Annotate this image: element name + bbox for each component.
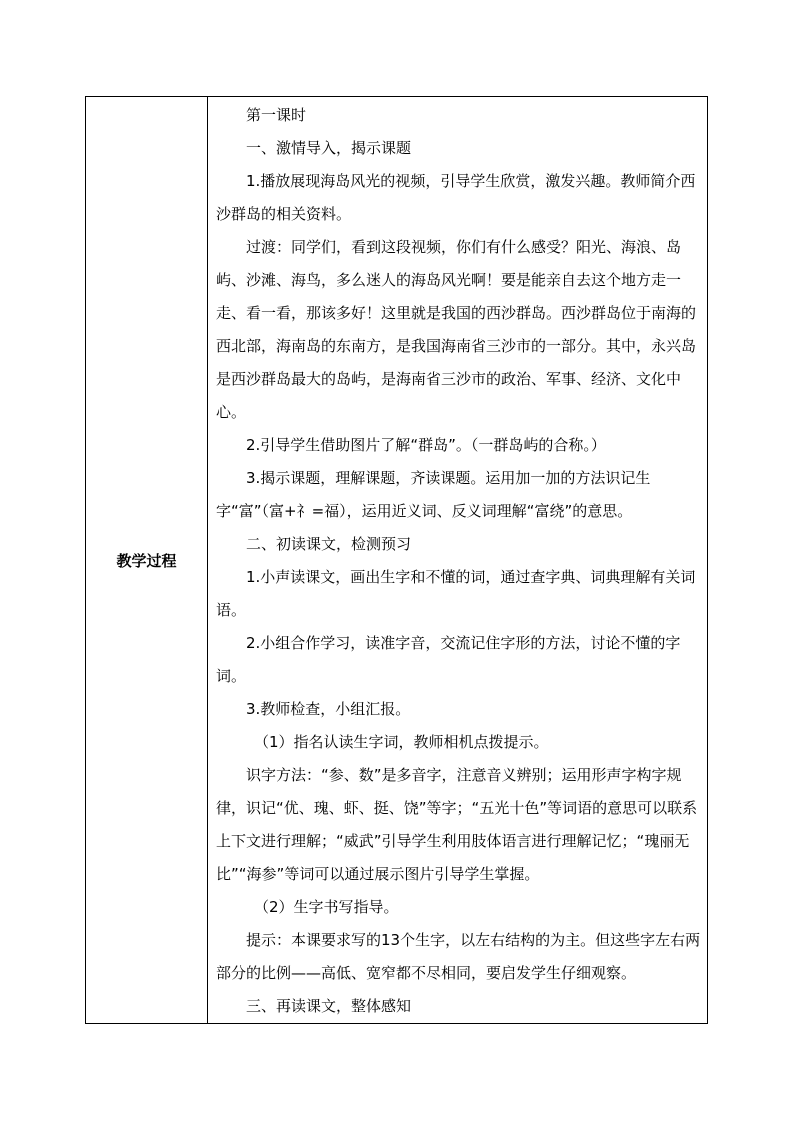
paragraph-step-2: 2.引导学生借助图片了解“群岛”。（一群岛屿的合称。） <box>246 436 606 454</box>
paragraph-step-3: 3.揭示课题，理解课题，齐读课题。运用加一加的方法识记生字“富”（富+礻=福），运用近义词、反义词理解“富绕”的意思。 <box>216 469 651 520</box>
paragraph-sub-2: （2）生字书写指导。 <box>254 898 399 916</box>
heading-section-1: 一、激情导入，揭示课题 <box>246 139 412 157</box>
paragraph-sub-1: （1）指名认读生字词，教师相机点拨提示。 <box>254 733 549 751</box>
lesson-table <box>85 96 708 1024</box>
paragraph-step-1: 1.播放展现海岛风光的视频，引导学生欣赏，激发兴趣。教师简介西沙群岛的相关资料。 <box>216 172 696 223</box>
paragraph-preview-2: 2.小组合作学习，读准字音，交流记住字形的方法，讨论不懂的字词。 <box>216 634 681 685</box>
table-row <box>86 97 708 1024</box>
paragraph-transition: 过渡：同学们，看到这段视频，你们有什么感受？阳光、海浪、岛屿、沙滩、海鸟，多么迷人的海岛风光啊！要是能亲自去这个地方走一走、看一看，那该多好！这里就是我国的西沙群岛。西沙群岛位于南海的西北部，海南岛的东南方，是我国海南省三沙市的一部分。其中，永兴岛是西沙群岛最大的岛屿，是海南省三沙市的政治、军事、经济、文化中心。 <box>216 238 697 421</box>
paragraph-writing-tip: 提示：本课要求写的13个生字，以左右结构的为主。但这些字左右两部分的比例——高低、宽窄都不尽相同，要启发学生仔细观察。 <box>216 931 701 982</box>
section-label-cell <box>86 97 208 1024</box>
paragraph-preview-3: 3.教师检查，小组汇报。 <box>246 700 411 718</box>
heading-section-3: 三、再读课文，整体感知 <box>246 997 412 1015</box>
paragraph-preview-1: 1.小声读课文，画出生字和不懂的词，通过查字典、词典理解有关词语。 <box>216 568 696 619</box>
section-label: 教学过程 <box>116 551 177 570</box>
content-cell <box>208 97 708 1024</box>
heading-section-2: 二、初读课文，检测预习 <box>246 535 412 553</box>
paragraph-lesson-title: 第一课时 <box>246 106 307 124</box>
paragraph-literacy-method: 识字方法：“参、数”是多音字，注意音义辨别；运用形声字构字规律，识记“优、瑰、虾、挺、饶”等字；“五光十色”等词语的意思可以联系上下文进行理解；“威武”引导学生利用肢体语言进行理解记忆；“瑰丽无比”“海参”等词可以通过展示图片引导学生掌握。 <box>216 766 698 883</box>
